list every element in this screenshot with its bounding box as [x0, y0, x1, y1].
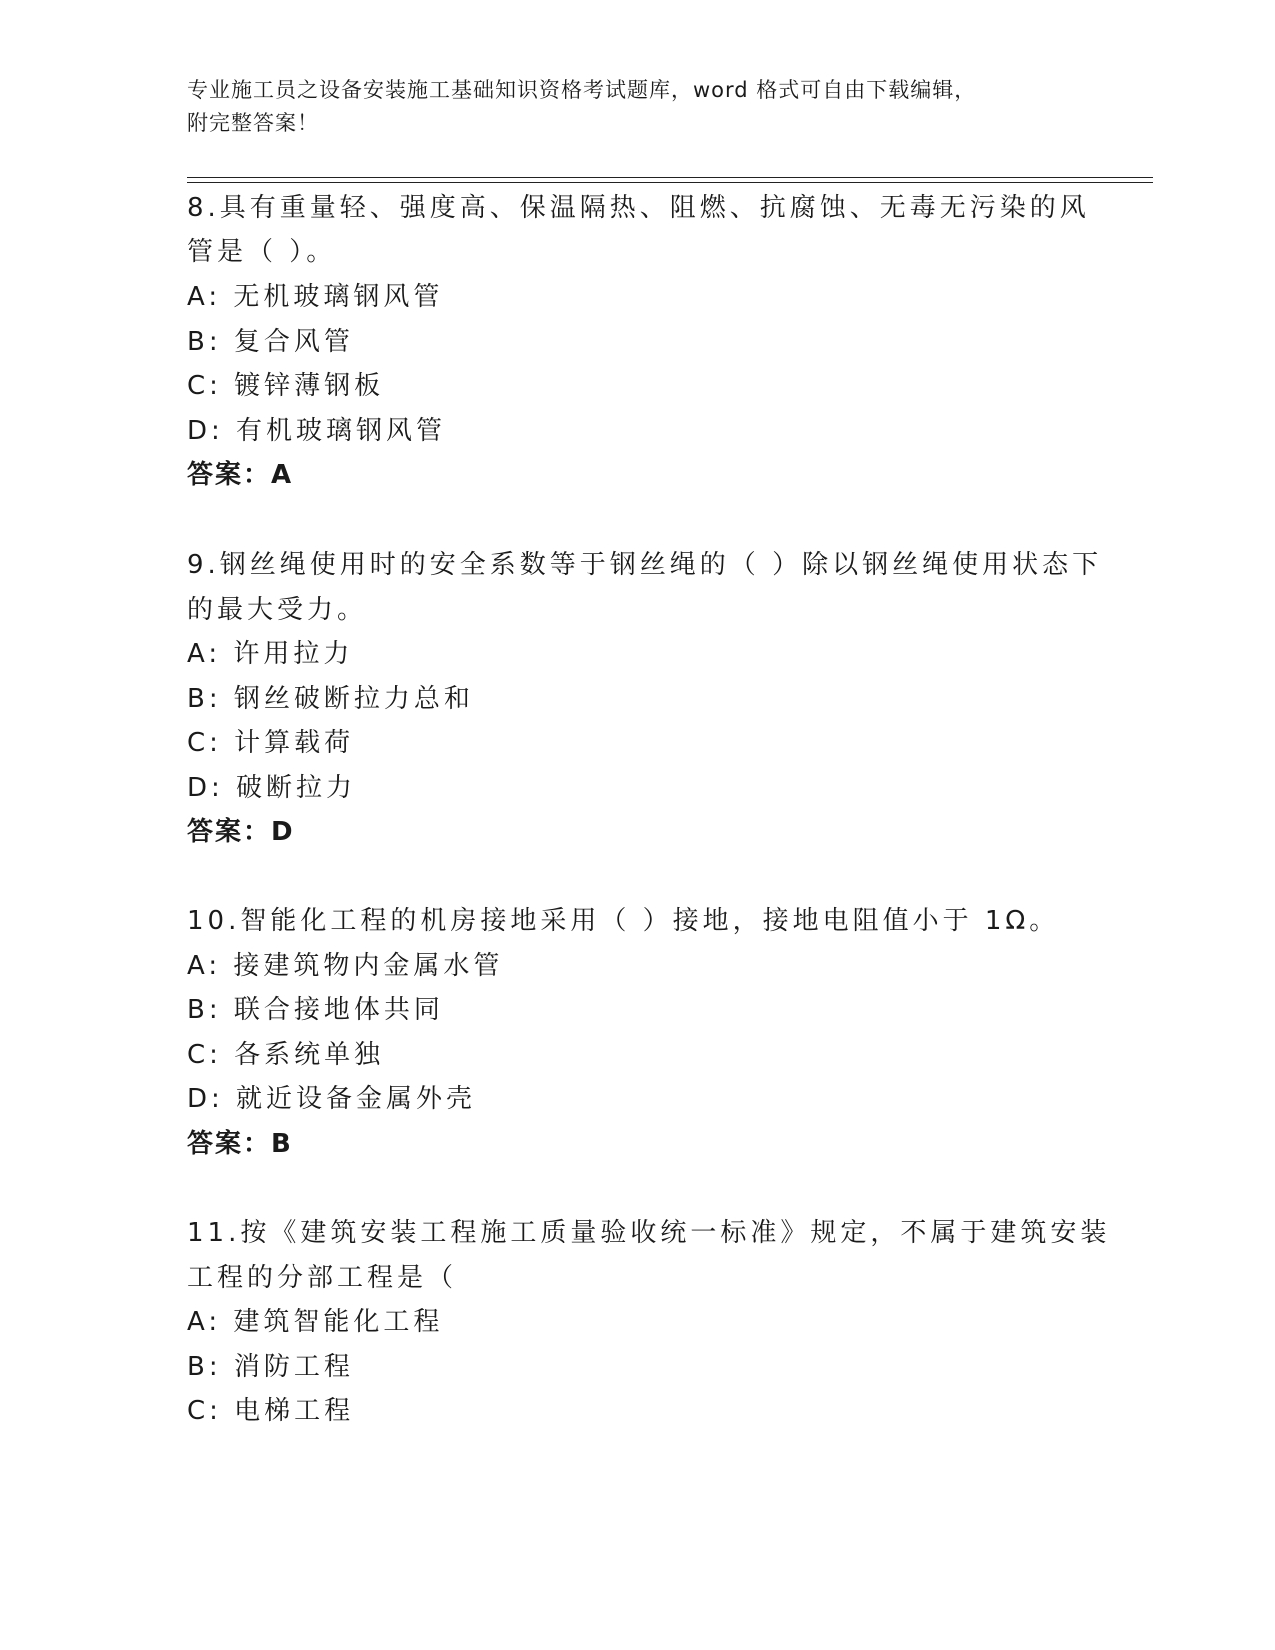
question-10-option-c: C: 各系统单独	[187, 1040, 385, 1070]
question-10-option-b: B: 联合接地体共同	[187, 995, 444, 1025]
question-9-stem-line-2: 的最大受力。	[187, 595, 368, 625]
question-11-option-c: C: 电梯工程	[187, 1396, 355, 1426]
document-header	[187, 74, 1067, 140]
header-line-1: 专业施工员之设备安装施工基础知识资格考试题库，word 格式可自由下载编辑，	[187, 78, 977, 102]
question-8-answer: 答案：A	[187, 460, 294, 490]
question-10-answer: 答案：B	[187, 1129, 293, 1159]
question-8-stem-line-2: 管是（ ）。	[187, 237, 337, 267]
question-8-stem-line-1: 8.具有重量轻、强度高、保温隔热、阻燃、抗腐蚀、无毒无污染的风	[187, 193, 1090, 223]
question-9-option-d: D: 破断拉力	[187, 773, 357, 803]
question-10-option-a: A: 接建筑物内金属水管	[187, 951, 504, 981]
question-10-stem-line-1: 10.智能化工程的机房接地采用（ ）接地，接地电阻值小于 1Ω。	[187, 906, 1060, 936]
question-9-option-a: A: 许用拉力	[187, 639, 354, 669]
question-9-answer: 答案：D	[187, 817, 295, 847]
question-11-option-a: A: 建筑智能化工程	[187, 1307, 444, 1337]
question-8-option-d: D: 有机玻璃钢风管	[187, 416, 447, 446]
question-10-option-d: D: 就近设备金属外壳	[187, 1084, 477, 1114]
question-9-option-b: B: 钢丝破断拉力总和	[187, 684, 474, 714]
question-8-option-b: B: 复合风管	[187, 327, 354, 357]
question-9-stem-line-1: 9.钢丝绳使用时的安全系数等于钢丝绳的（ ）除以钢丝绳使用状态下	[187, 550, 1103, 580]
question-8-option-a: A: 无机玻璃钢风管	[187, 282, 444, 312]
question-11-stem-line-2: 工程的分部工程是（	[187, 1263, 458, 1293]
header-divider-bottom	[187, 182, 1153, 183]
question-8-option-c: C: 镀锌薄钢板	[187, 371, 385, 401]
header-line-2: 附完整答案！	[187, 111, 319, 135]
question-9-option-c: C: 计算载荷	[187, 728, 355, 758]
question-11-stem-line-1: 11.按《建筑安装工程施工质量验收统一标准》规定，不属于建筑安装	[187, 1218, 1111, 1248]
header-divider-top	[187, 177, 1153, 178]
question-11-option-b: B: 消防工程	[187, 1352, 354, 1382]
